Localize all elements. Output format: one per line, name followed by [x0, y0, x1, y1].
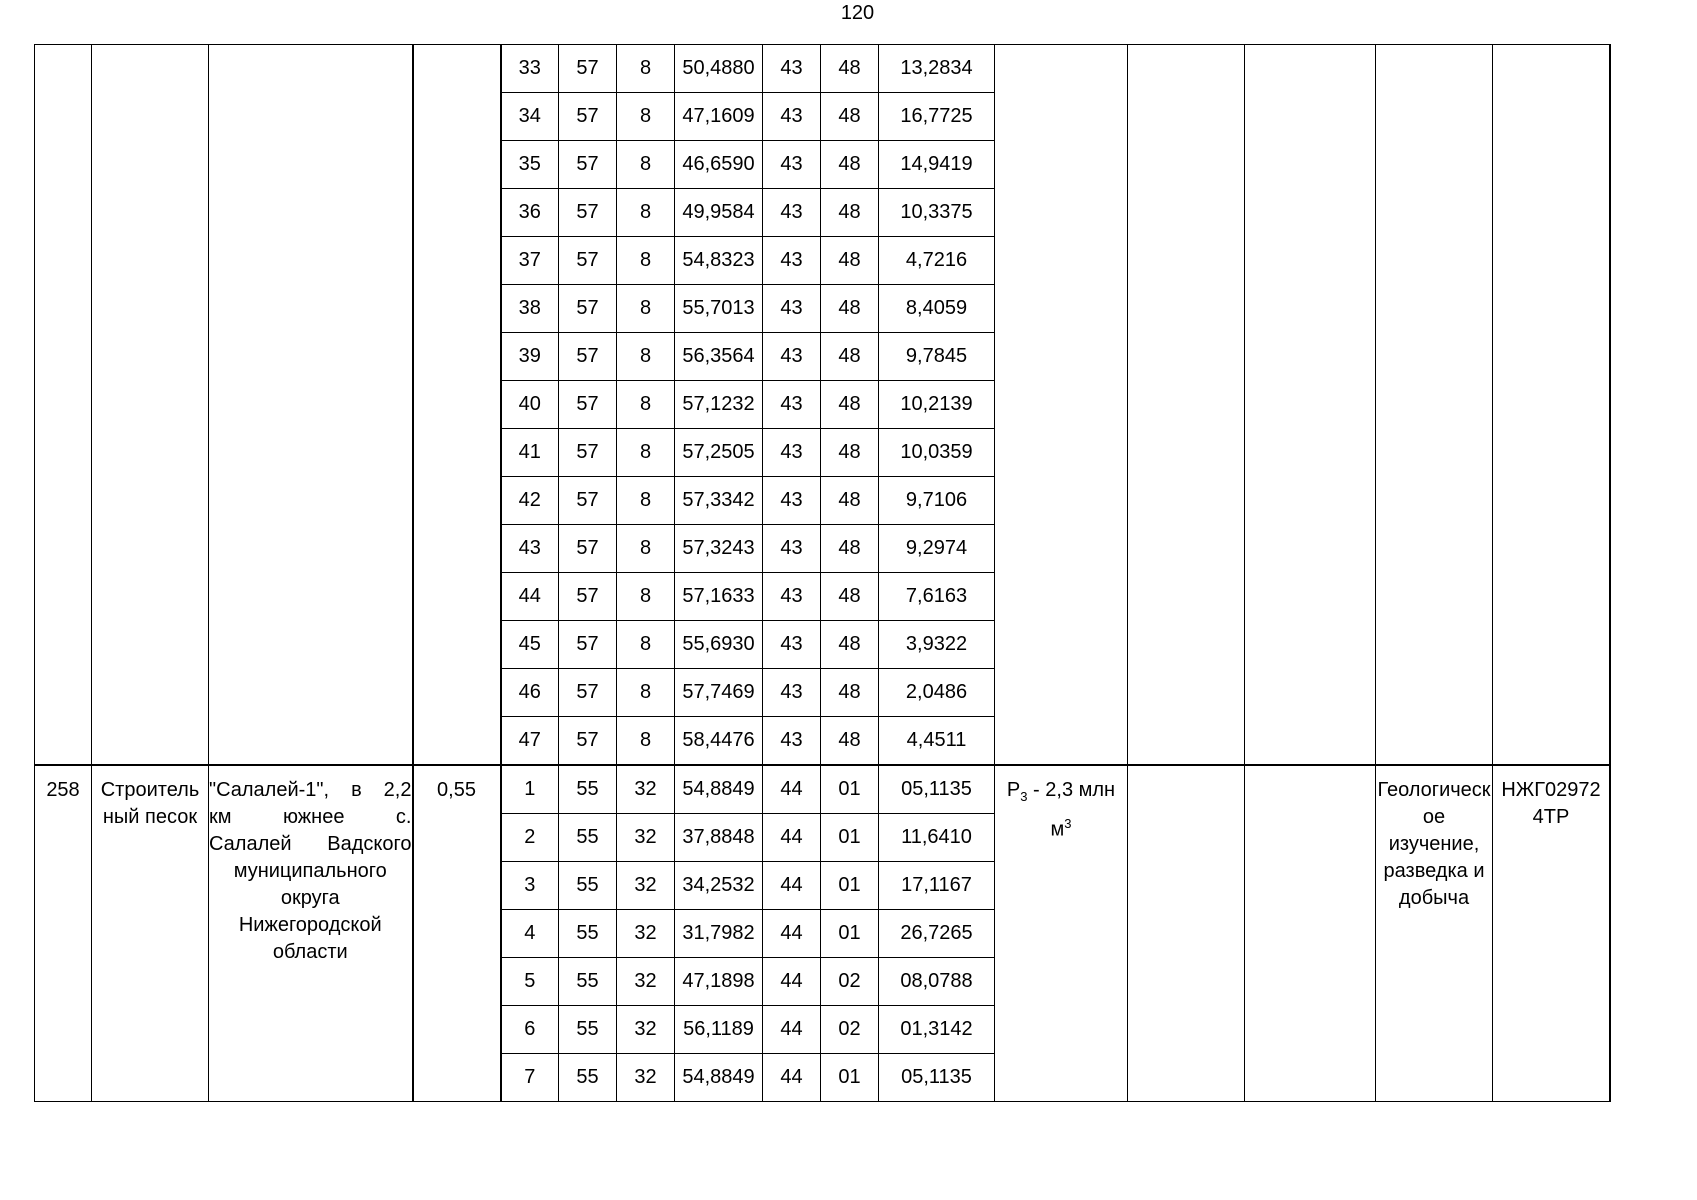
lon-degrees-cell: 44	[763, 814, 821, 862]
lat-degrees-cell: 57	[559, 717, 617, 766]
lon-degrees-cell: 44	[763, 862, 821, 910]
continued-note-cell	[1128, 45, 1245, 766]
mineral-type	[92, 765, 209, 1102]
lon-seconds-cell: 10,3375	[879, 189, 995, 237]
point-number-cell: 46	[501, 669, 559, 717]
point-number-cell: 41	[501, 429, 559, 477]
lon-minutes-cell: 48	[821, 381, 879, 429]
lon-minutes-cell: 48	[821, 93, 879, 141]
reserves-category-index: 3	[1020, 789, 1028, 804]
lat-minutes-cell: 32	[617, 765, 675, 814]
continued-extra-cell	[1610, 45, 1611, 766]
lat-seconds-cell: 57,3243	[675, 525, 763, 573]
lon-minutes-cell: 48	[821, 45, 879, 93]
lon-seconds-cell: 3,9322	[879, 621, 995, 669]
lat-degrees-cell: 57	[559, 477, 617, 525]
lon-degrees-cell: 44	[763, 1006, 821, 1054]
license-number	[1493, 765, 1610, 1102]
lon-seconds-cell: 26,7265	[879, 910, 995, 958]
lon-degrees-cell: 44	[763, 958, 821, 1006]
lon-minutes-cell: 48	[821, 141, 879, 189]
point-number-cell: 45	[501, 621, 559, 669]
lat-minutes-cell: 8	[617, 237, 675, 285]
lon-minutes-cell: 02	[821, 1006, 879, 1054]
lat-minutes-cell: 8	[617, 189, 675, 237]
record-number: 258	[35, 765, 92, 1102]
continued-usage-cell	[1376, 45, 1493, 766]
license-line: 4ТР	[1532, 806, 1570, 828]
lat-seconds-cell: 46,6590	[675, 141, 763, 189]
lat-degrees-cell: 55	[559, 814, 617, 862]
lat-degrees-cell: 57	[559, 237, 617, 285]
lat-degrees-cell: 55	[559, 958, 617, 1006]
note-cell	[1128, 765, 1245, 1102]
lat-seconds-cell: 55,6930	[675, 621, 763, 669]
reserves-unit-line	[995, 810, 1127, 844]
lat-degrees-cell: 57	[559, 621, 617, 669]
lat-degrees-cell: 57	[559, 525, 617, 573]
lat-minutes-cell: 32	[617, 862, 675, 910]
reserves-estimate	[995, 765, 1128, 1102]
lat-minutes-cell: 8	[617, 45, 675, 93]
lat-minutes-cell: 8	[617, 477, 675, 525]
location-line: области	[272, 941, 348, 963]
continued-mineral-cell	[92, 45, 209, 766]
lat-seconds-cell: 50,4880	[675, 45, 763, 93]
lon-seconds-cell: 16,7725	[879, 93, 995, 141]
lon-degrees-cell: 43	[763, 189, 821, 237]
lat-minutes-cell: 8	[617, 141, 675, 189]
lat-minutes-cell: 8	[617, 381, 675, 429]
location-line: муниципального	[233, 860, 387, 882]
lat-degrees-cell: 55	[559, 1006, 617, 1054]
lat-degrees-cell: 57	[559, 573, 617, 621]
lon-minutes-cell: 48	[821, 189, 879, 237]
lat-minutes-cell: 8	[617, 669, 675, 717]
point-number-cell: 47	[501, 717, 559, 766]
lon-seconds-cell: 4,4511	[879, 717, 995, 766]
point-number-cell: 4	[501, 910, 559, 958]
lon-degrees-cell: 43	[763, 285, 821, 333]
location-line: округа	[280, 887, 340, 909]
lat-degrees-cell: 55	[559, 910, 617, 958]
lat-seconds-cell: 37,8848	[675, 814, 763, 862]
lat-minutes-cell: 8	[617, 621, 675, 669]
lat-seconds-cell: 58,4476	[675, 717, 763, 766]
lon-seconds-cell: 10,2139	[879, 381, 995, 429]
lon-degrees-cell: 43	[763, 141, 821, 189]
lat-degrees-cell: 57	[559, 333, 617, 381]
reserves-unit-power: 3	[1064, 816, 1072, 831]
lat-seconds-cell: 55,7013	[675, 285, 763, 333]
usage-line: Геологическ	[1377, 779, 1491, 801]
area-value: 0,55	[413, 765, 501, 1102]
lon-seconds-cell: 01,3142	[879, 1006, 995, 1054]
lat-degrees-cell: 57	[559, 285, 617, 333]
lon-minutes-cell: 01	[821, 814, 879, 862]
point-number-cell: 1	[501, 765, 559, 814]
lat-seconds-cell: 31,7982	[675, 910, 763, 958]
lon-degrees-cell: 43	[763, 573, 821, 621]
lon-degrees-cell: 43	[763, 717, 821, 766]
point-number-cell: 38	[501, 285, 559, 333]
lat-degrees-cell: 57	[559, 669, 617, 717]
lat-seconds-cell: 49,9584	[675, 189, 763, 237]
usage-line: ое	[1422, 806, 1446, 828]
lon-seconds-cell: 17,1167	[879, 862, 995, 910]
lon-degrees-cell: 43	[763, 477, 821, 525]
point-number-cell: 34	[501, 93, 559, 141]
lon-degrees-cell: 43	[763, 45, 821, 93]
lon-degrees-cell: 43	[763, 429, 821, 477]
lon-degrees-cell: 44	[763, 910, 821, 958]
lon-minutes-cell: 48	[821, 717, 879, 766]
lon-degrees-cell: 43	[763, 237, 821, 285]
location-line: км южнее с.	[209, 806, 412, 828]
lat-seconds-cell: 34,2532	[675, 862, 763, 910]
lat-minutes-cell: 32	[617, 910, 675, 958]
point-number-cell: 44	[501, 573, 559, 621]
continued-reserves-cell	[995, 45, 1128, 766]
lat-seconds-cell: 57,1232	[675, 381, 763, 429]
license-line: НЖГ02972	[1501, 779, 1601, 801]
lon-degrees-cell: 43	[763, 669, 821, 717]
usage-type	[1376, 765, 1493, 1102]
lon-seconds-cell: 05,1135	[879, 1054, 995, 1102]
lon-degrees-cell: 43	[763, 93, 821, 141]
continued-location-cell	[209, 45, 413, 766]
continued-number-cell	[35, 45, 92, 766]
lat-minutes-cell: 32	[617, 814, 675, 862]
extra-cell	[1610, 765, 1611, 1102]
lon-seconds-cell: 10,0359	[879, 429, 995, 477]
location-line: Салалей Вадского	[209, 833, 412, 855]
reserves-unit: м	[1050, 818, 1065, 841]
lon-degrees-cell: 43	[763, 333, 821, 381]
lon-seconds-cell: 7,6163	[879, 573, 995, 621]
lat-degrees-cell: 57	[559, 381, 617, 429]
lon-degrees-cell: 43	[763, 621, 821, 669]
lon-degrees-cell: 43	[763, 525, 821, 573]
lat-minutes-cell: 8	[617, 333, 675, 381]
table-row	[35, 765, 1611, 814]
lat-minutes-cell: 8	[617, 429, 675, 477]
point-number-cell: 35	[501, 141, 559, 189]
lat-degrees-cell: 57	[559, 45, 617, 93]
lat-seconds-cell: 57,7469	[675, 669, 763, 717]
registry-table	[34, 44, 1611, 1102]
lat-minutes-cell: 32	[617, 958, 675, 1006]
lat-seconds-cell: 56,3564	[675, 333, 763, 381]
lon-seconds-cell: 4,7216	[879, 237, 995, 285]
lat-degrees-cell: 57	[559, 429, 617, 477]
page-number: 120	[840, 2, 875, 24]
lon-minutes-cell: 01	[821, 862, 879, 910]
lon-seconds-cell: 2,0486	[879, 669, 995, 717]
lon-minutes-cell: 48	[821, 621, 879, 669]
point-number-cell: 40	[501, 381, 559, 429]
lat-seconds-cell: 57,3342	[675, 477, 763, 525]
point-number-cell: 43	[501, 525, 559, 573]
lon-seconds-cell: 08,0788	[879, 958, 995, 1006]
location-line: "Салалей-1", в 2,2	[209, 779, 412, 801]
lat-degrees-cell: 57	[559, 93, 617, 141]
reserves-amount: - 2,3 млн	[1027, 779, 1116, 801]
lon-minutes-cell: 48	[821, 285, 879, 333]
lat-seconds-cell: 47,1898	[675, 958, 763, 1006]
lon-minutes-cell: 48	[821, 333, 879, 381]
mineral-line: ный песок	[102, 806, 198, 828]
lon-seconds-cell: 9,7845	[879, 333, 995, 381]
usage-line: разведка и	[1383, 860, 1485, 882]
table-row	[35, 45, 1611, 93]
lat-minutes-cell: 32	[617, 1054, 675, 1102]
usage-line: изучение,	[1388, 833, 1480, 855]
lat-degrees-cell: 57	[559, 189, 617, 237]
continued-basis-cell	[1245, 45, 1376, 766]
lon-degrees-cell: 43	[763, 381, 821, 429]
lon-minutes-cell: 48	[821, 525, 879, 573]
lon-seconds-cell: 13,2834	[879, 45, 995, 93]
lat-seconds-cell: 57,1633	[675, 573, 763, 621]
lat-minutes-cell: 8	[617, 717, 675, 766]
lat-minutes-cell: 8	[617, 285, 675, 333]
lon-minutes-cell: 48	[821, 477, 879, 525]
reserves-category: P	[1006, 779, 1021, 801]
lat-minutes-cell: 8	[617, 93, 675, 141]
lon-minutes-cell: 48	[821, 237, 879, 285]
lat-seconds-cell: 54,8849	[675, 1054, 763, 1102]
basis-cell	[1245, 765, 1376, 1102]
lat-degrees-cell: 57	[559, 141, 617, 189]
lon-seconds-cell: 9,7106	[879, 477, 995, 525]
point-number-cell: 7	[501, 1054, 559, 1102]
lon-minutes-cell: 02	[821, 958, 879, 1006]
lon-degrees-cell: 44	[763, 1054, 821, 1102]
lat-degrees-cell: 55	[559, 862, 617, 910]
lon-seconds-cell: 05,1135	[879, 765, 995, 814]
point-number-cell: 37	[501, 237, 559, 285]
lon-minutes-cell: 01	[821, 1054, 879, 1102]
point-number-cell: 3	[501, 862, 559, 910]
lat-seconds-cell: 54,8849	[675, 765, 763, 814]
lat-seconds-cell: 47,1609	[675, 93, 763, 141]
lat-seconds-cell: 57,2505	[675, 429, 763, 477]
point-number-cell: 42	[501, 477, 559, 525]
lon-minutes-cell: 48	[821, 429, 879, 477]
lat-minutes-cell: 8	[617, 573, 675, 621]
lon-seconds-cell: 9,2974	[879, 525, 995, 573]
lon-minutes-cell: 48	[821, 573, 879, 621]
location-line: Нижегородской	[238, 914, 382, 936]
lon-minutes-cell: 01	[821, 910, 879, 958]
point-number-cell: 5	[501, 958, 559, 1006]
point-number-cell: 33	[501, 45, 559, 93]
lat-minutes-cell: 8	[617, 525, 675, 573]
lat-seconds-cell: 54,8323	[675, 237, 763, 285]
lon-seconds-cell: 11,6410	[879, 814, 995, 862]
point-number-cell: 2	[501, 814, 559, 862]
usage-line: добыча	[1398, 887, 1470, 909]
point-number-cell: 39	[501, 333, 559, 381]
lat-degrees-cell: 55	[559, 1054, 617, 1102]
continued-license-cell	[1493, 45, 1610, 766]
location-description	[209, 765, 413, 1102]
lon-minutes-cell: 48	[821, 669, 879, 717]
mineral-line: Строитель	[100, 779, 200, 801]
reserves-line	[995, 777, 1127, 810]
point-number-cell: 36	[501, 189, 559, 237]
lat-seconds-cell: 56,1189	[675, 1006, 763, 1054]
lon-seconds-cell: 8,4059	[879, 285, 995, 333]
lon-degrees-cell: 44	[763, 765, 821, 814]
lat-minutes-cell: 32	[617, 1006, 675, 1054]
lat-degrees-cell: 55	[559, 765, 617, 814]
continued-area-cell	[413, 45, 501, 766]
point-number-cell: 6	[501, 1006, 559, 1054]
lon-seconds-cell: 14,9419	[879, 141, 995, 189]
lon-minutes-cell: 01	[821, 765, 879, 814]
